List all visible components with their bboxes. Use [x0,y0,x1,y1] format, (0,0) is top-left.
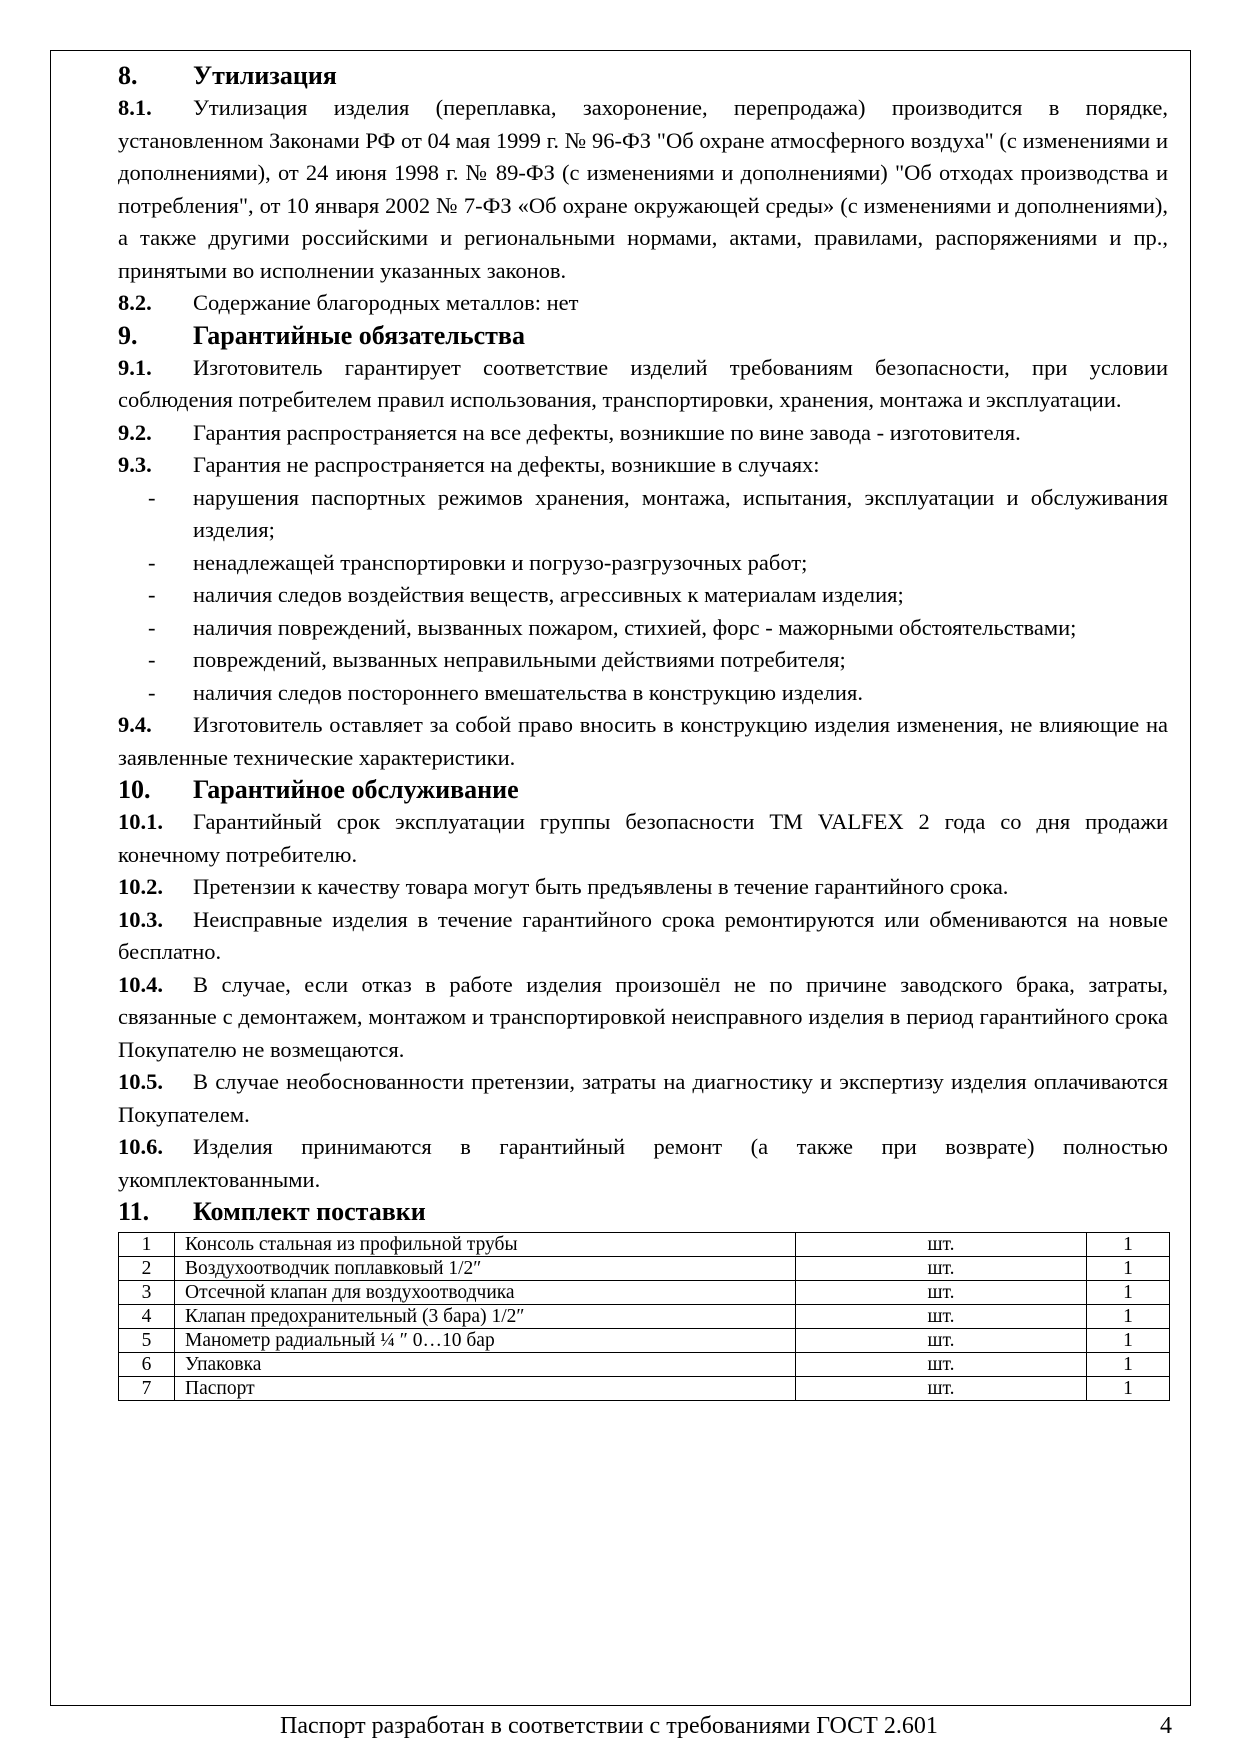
item-name: Паспорт [175,1377,796,1401]
page-number: 4 [1160,1713,1172,1739]
item-qty: 1 [1087,1305,1170,1329]
paragraph-text: Неисправные изделия в течение гарантийного срока ремонтируются или обмениваются на новые бесплатно. [118,906,1168,964]
list-item [118,612,1168,645]
item-unit: шт. [796,1305,1087,1329]
list-item-text: ненадлежащей транспортировки и погрузо-разгрузочных работ; [193,549,808,575]
row-number: 1 [119,1233,175,1257]
item-qty: 1 [1087,1329,1170,1353]
item-unit: шт. [796,1233,1087,1257]
item-name: Манометр радиальный ¼ ″ 0…10 бар [175,1329,796,1353]
section-10-heading [118,774,1168,806]
paragraph-9-4 [118,709,1168,774]
table-row [119,1281,1170,1305]
item-name: Клапан предохранительный (3 бара) 1/2″ [175,1305,796,1329]
item-unit: шт. [796,1281,1087,1305]
list-item-text: наличия повреждений, вызванных пожаром, стихией, форс - мажорными обстоятельствами; [193,614,1077,640]
paragraph-text: В случае необоснованности претензии, затраты на диагностику и экспертизу изделия оплачиваются Покупателем. [118,1069,1168,1127]
paragraph-text: В случае, если отказ в работе изделия произошёл не по причине заводского брака, затраты, связанные с демонтажем, монтажом и транспортировкой неисправного изделия в период гарантийного срока Покупателю не возмещаются. [118,971,1168,1062]
table-row [119,1233,1170,1257]
paragraph-10-2 [118,871,1168,904]
paragraph-text: Гарантийный срок эксплуатации группы безопасности ТМ VALFEX 2 года со дня продажи конечному потребителю. [118,809,1168,867]
supply-table [118,1232,1170,1401]
dash-marker: - [148,647,156,672]
section-number: 10. [118,775,151,804]
paragraph-text: Гарантия распространяется на все дефекты, возникшие по вине завода - изготовителя. [193,419,1021,445]
paragraph-number: 9.3. [118,452,152,477]
paragraph-text: Гарантия не распространяется на дефекты, возникшие в случаях: [193,452,820,477]
item-qty: 1 [1087,1281,1170,1305]
paragraph-number: 9.4. [118,712,152,737]
list-item [118,644,1168,677]
list-item-text: нарушения паспортных режимов хранения, монтажа, испытания, эксплуатации и обслуживания изделия; [193,484,1168,542]
section-title: Гарантийное обслуживание [193,775,519,804]
list-item [118,482,1168,547]
paragraph-10-5 [118,1066,1168,1131]
paragraph-number: 9.2. [118,419,152,445]
paragraph-8-2 [118,287,1168,320]
paragraph-number: 8.1. [118,95,152,120]
row-number: 3 [119,1281,175,1305]
row-number: 2 [119,1257,175,1281]
row-number: 5 [119,1329,175,1353]
section-8-heading [118,60,1168,92]
section-title: Гарантийные обязательства [193,320,525,350]
paragraph-text: Утилизация изделия (переплавка, захоронение, перепродажа) производится в порядке, установленном Законами РФ от 04 мая 1999 г. № 96-ФЗ "Об охране атмосферного воздуха" (с изменениями и дополнениями), от 24 июня 1998 г. № 89-ФЗ (с изменениями и дополнениями) "Об отходах производства и потребления", от 10 января 2002 № 7-ФЗ «Об охране окружающей среды» (с изменениями и дополнениями), а также другими российскими и региональными нормами, актами, правилами, распоряжениями и пр., принятыми во исполнении указанных законов. [118,95,1168,283]
item-qty: 1 [1087,1233,1170,1257]
paragraph-number: 10.1. [118,809,163,834]
paragraph-number: 9.1. [118,354,152,380]
table-row [119,1353,1170,1377]
paragraph-10-1 [118,806,1168,871]
table-row [119,1257,1170,1281]
section-number: 11. [118,1197,150,1226]
item-name: Воздухоотводчик поплавковый 1/2″ [175,1257,796,1281]
paragraph-number: 10.4. [118,971,163,997]
list-item-text: наличия следов воздействия веществ, агрессивных к материалам изделия; [193,582,904,607]
paragraph-10-4 [118,969,1168,1067]
row-number: 7 [119,1377,175,1401]
paragraph-number: 10.5. [118,1069,163,1094]
item-unit: шт. [796,1329,1087,1353]
paragraph-text: Изделия принимаются в гарантийный ремонт (а также при возврате) полностью укомплектованными. [118,1134,1168,1192]
document-body [118,60,1168,1401]
section-title: Комплект поставки [193,1197,426,1226]
list-item-text: наличия следов постороннего вмешательства в конструкцию изделия. [193,679,863,705]
item-qty: 1 [1087,1377,1170,1401]
exclusions-list [118,482,1168,710]
paragraph-9-1 [118,352,1168,417]
table-row [119,1305,1170,1329]
row-number: 4 [119,1305,175,1329]
section-number: 8. [118,61,138,90]
dash-marker: - [148,614,156,640]
paragraph-8-1 [118,92,1168,287]
item-qty: 1 [1087,1257,1170,1281]
paragraph-number: 8.2. [118,290,152,315]
dash-marker: - [148,484,156,510]
table-row [119,1329,1170,1353]
paragraph-10-6 [118,1131,1168,1196]
item-unit: шт. [796,1353,1087,1377]
dash-marker: - [148,679,156,705]
paragraph-number: 10.2. [118,874,163,899]
section-11-heading [118,1196,1168,1228]
paragraph-10-3 [118,904,1168,969]
paragraph-text: Изготовитель гарантирует соответствие изделий требованиям безопасности, при условии соблюдения потребителем правил использования, транспортировки, хранения, монтажа и эксплуатации. [118,354,1168,412]
paragraph-9-2 [118,417,1168,450]
item-qty: 1 [1087,1353,1170,1377]
footer-note: Паспорт разработан в соответствии с требованиями ГОСТ 2.601 [280,1713,938,1739]
item-name: Упаковка [175,1353,796,1377]
list-item [118,579,1168,612]
paragraph-number: 10.6. [118,1134,163,1159]
item-name: Отсечной клапан для воздухоотводчика [175,1281,796,1305]
section-9-heading [118,320,1168,352]
row-number: 6 [119,1353,175,1377]
table-row [119,1377,1170,1401]
list-item-text: повреждений, вызванных неправильными действиями потребителя; [193,647,846,672]
section-number: 9. [118,320,138,350]
paragraph-text: Изготовитель оставляет за собой право вносить в конструкцию изделия изменения, не влияющие на заявленные технические характеристики. [118,712,1168,770]
paragraph-text: Претензии к качеству товара могут быть предъявлены в течение гарантийного срока. [193,874,1009,899]
item-unit: шт. [796,1377,1087,1401]
paragraph-9-3 [118,449,1168,482]
dash-marker: - [148,549,156,575]
item-unit: шт. [796,1257,1087,1281]
paragraph-number: 10.3. [118,906,163,932]
dash-marker: - [148,582,156,607]
item-name: Консоль стальная из профильной трубы [175,1233,796,1257]
list-item [118,677,1168,710]
section-title: Утилизация [193,61,337,90]
list-item [118,547,1168,580]
paragraph-text: Содержание благородных металлов: нет [193,290,579,315]
